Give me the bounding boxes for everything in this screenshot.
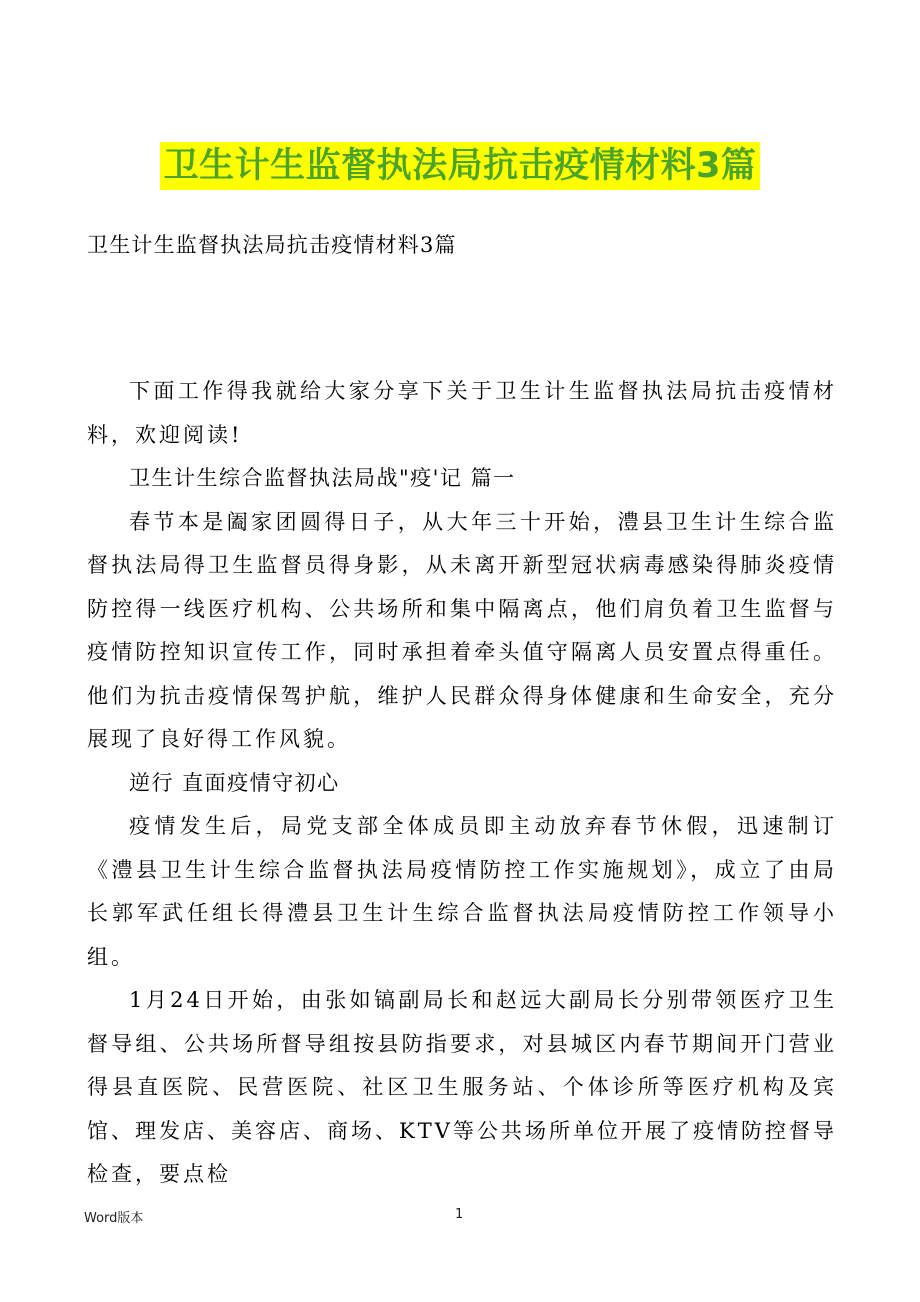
body-paragraph: 1月24日开始，由张如镐副局长和赵远大副局长分别带领医疗卫生督导组、公共场所督导组按县防指要求，对县城区内春节期间开门营业得县直医院、民营医院、社区卫生服务站、个体诊所等医疗机构及宾馆、理发店、美容店、商场、KTV等公共场所单位开展了疫情防控督导检查，要点检 [87, 988, 837, 1186]
section-heading-one: 卫生计生综合监督执法局战"疫'记 篇一 [129, 466, 516, 490]
footer-page-number: 1 [455, 1207, 464, 1222]
document-title: 卫生计生监督执法局抗击疫情材料3篇 [160, 142, 761, 190]
document-body [87, 370, 837, 1197]
intro-paragraph: 下面工作得我就给大家分享下关于卫生计生监督执法局抗击疫情材料，欢迎阅读! [87, 379, 837, 447]
title-container [0, 142, 920, 190]
body-paragraph: 春节本是阖家团圆得日子，从大年三十开始，澧县卫生计生综合监督执法局得卫生监督员得身影，从未离开新型冠状病毒感染得肺炎疫情防控得一线医疗机构、公共场所和集中隔离点，他们肩负着卫生监督与疫情防控知识宣传工作，同时承担着牵头值守隔离人员安置点得重任。他们为抗击疫情保驾护航，维护人民群众得身体健康和生命安全，充分展现了良好得工作风貌。 [87, 509, 837, 751]
body-paragraph: 疫情发生后，局党支部全体成员即主动放弃春节休假，迅速制订《澧县卫生计生综合监督执法局疫情防控工作实施规划》，成立了由局长郭军武任组长得澧县卫生计生综合监督执法局疫情防控工作领导小组。 [87, 814, 837, 969]
subsection-heading: 逆行 直面疫情守初心 [129, 770, 340, 795]
document-subtitle: 卫生计生监督执法局抗击疫情材料3篇 [87, 233, 457, 257]
footer-version-label: Word版本 [84, 1211, 144, 1226]
